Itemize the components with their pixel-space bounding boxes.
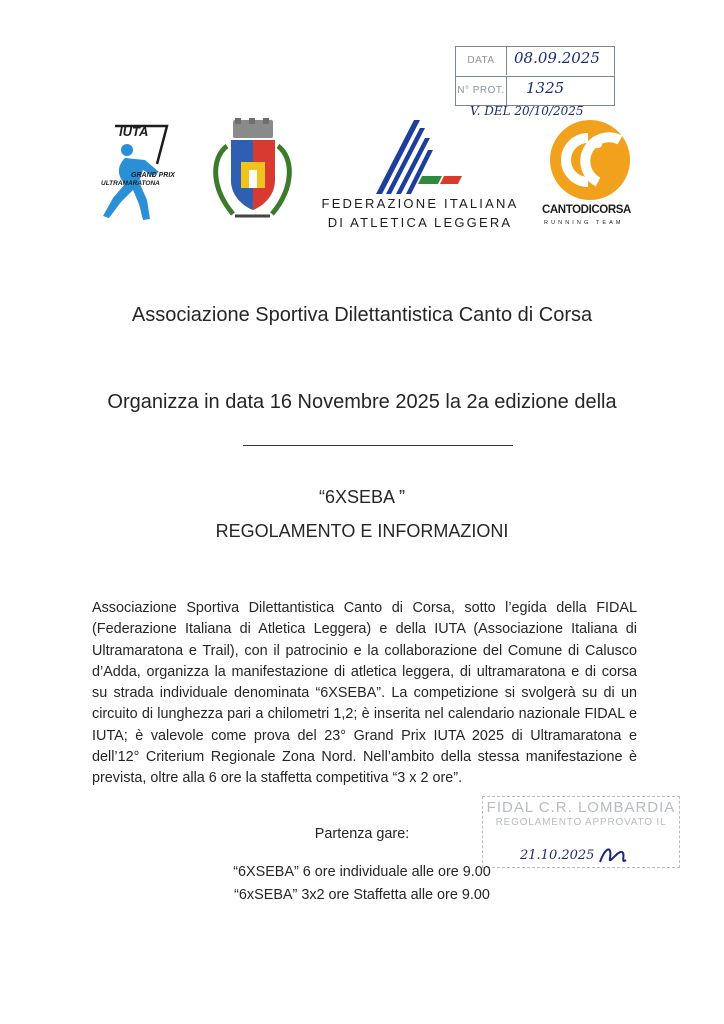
approval-line1: FIDAL C.R. LOMBARDIA bbox=[486, 799, 676, 816]
crest-shield-icon bbox=[205, 118, 300, 226]
fidal-line1: FEDERAZIONE ITALIANA bbox=[321, 196, 519, 211]
cdc-name: CANTODICORSA bbox=[542, 204, 631, 216]
start-line-individual: “6XSEBA” 6 ore individuale alle ore 9.00 bbox=[233, 864, 491, 880]
event-title: “6XSEBA ” bbox=[318, 487, 406, 507]
approval-line2: REGOLAMENTO APPROVATO IL bbox=[495, 817, 667, 828]
association-title: Associazione Sportiva Dilettantistica Canto di Corsa bbox=[131, 304, 593, 326]
stamp-date-label: DATA bbox=[456, 47, 507, 75]
fidal-logo bbox=[318, 118, 522, 233]
fidal-stripes-icon bbox=[318, 118, 522, 198]
protocol-stamp bbox=[455, 46, 615, 106]
approval-date: 21.10.2025 bbox=[520, 848, 595, 863]
municipal-crest bbox=[205, 118, 300, 226]
start-line-relay: “6xSEBA” 3x2 ore Staffetta alle ore 9.00 bbox=[234, 887, 490, 903]
iuta-name: IUTA bbox=[119, 124, 149, 139]
cantodicorsa-logo bbox=[540, 118, 640, 233]
cdc-runner-icon bbox=[540, 118, 640, 202]
body-paragraph: Associazione Sportiva Dilettantistica Canto di Corsa, sotto l’egida della FIDAL (Federazione Italiana di Atletica Leggera) e della IUTA (Associazione Italiana di Ultramaratona e Trail), con il patrocinio e la collaborazione del Comune di Calusco d’Adda, organizza la manifestazione di atletica leggera, di ultramaratona e di corsa su strada individuale denominata “6XSEBA”. La competizione si svolgerà su di un circuito di lunghezza pari a chilometri 1,2; è inserita nel calendario nazionale FIDAL e IUTA; è valevole come prova del 23° Grand Prix IUTA 2025 di Ultramaratona e dell’12° Criterium Regionale Zona Nord. Nell’ambito della stessa manifestazione è prevista, oltre alla 6 ore la staffetta competitiva “3 x 2 ore”. bbox=[92, 600, 637, 787]
divider-rule bbox=[243, 445, 513, 446]
iuta-logo bbox=[95, 120, 195, 228]
iuta-sub2: ULTRAMARATONA bbox=[101, 180, 160, 187]
stamp-date-row bbox=[456, 47, 614, 75]
stamp-prot-value: 1325 bbox=[526, 79, 565, 97]
start-label: Partenza gare: bbox=[314, 826, 410, 842]
organizes-line: Organizza in data 16 Novembre 2025 la 2a edizione della bbox=[107, 391, 617, 413]
stamp-prot-row bbox=[456, 76, 614, 105]
event-subtitle: REGOLAMENTO E INFORMAZIONI bbox=[215, 521, 509, 541]
fidal-line2: DI ATLETICA LEGGERA bbox=[327, 215, 513, 230]
stamp-note: V. DEL 20/10/2025 bbox=[470, 104, 584, 118]
cdc-sub: RUNNING TEAM bbox=[544, 220, 624, 226]
stamp-prot-label: N° PROT. bbox=[456, 77, 507, 105]
iuta-sub1: GRAND PRIX bbox=[131, 172, 175, 179]
stamp-date-value: 08.09.2025 bbox=[514, 49, 600, 67]
